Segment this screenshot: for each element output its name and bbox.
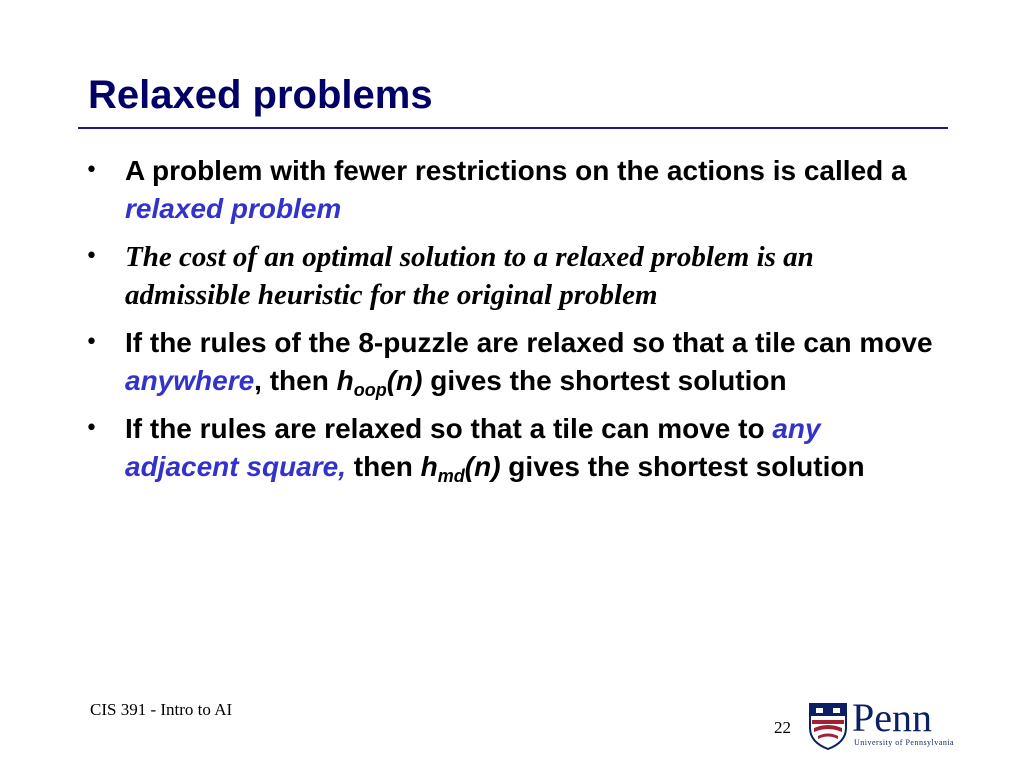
bullet-text-part: then <box>345 451 421 482</box>
bullet-text-part: gives the shortest solution <box>500 451 865 482</box>
penn-subtitle: University of Pennsylvania <box>854 738 955 747</box>
footer-course-label: CIS 391 - Intro to AI <box>90 700 233 719</box>
heuristic-argument: (n) <box>386 365 423 396</box>
highlight-term: any adjacent square, <box>125 413 821 482</box>
bullet-dot-icon: • <box>85 330 98 355</box>
bullet-item <box>85 410 935 486</box>
penn-logo <box>808 695 955 752</box>
bullet-text-part: If the rules of the 8-puzzle are relaxed so that a tile can move <box>125 327 933 358</box>
bullet-dot-icon: • <box>85 244 98 269</box>
penn-wordmark: Penn <box>852 695 932 740</box>
highlight-term: anywhere <box>125 365 255 396</box>
bullet-item <box>85 152 935 228</box>
bullet-dot-icon: • <box>85 416 98 441</box>
heuristic-symbol: h <box>420 451 438 482</box>
heuristic-subscript: oop <box>353 380 387 400</box>
bullet-text-part: , then <box>254 365 337 396</box>
bullet-list <box>85 152 935 496</box>
bullet-item <box>85 324 935 400</box>
bullet-text <box>125 324 935 400</box>
page-number: 22 <box>774 718 791 737</box>
heuristic-argument: (n) <box>464 451 501 482</box>
bullet-text <box>125 410 935 486</box>
bullet-text-part: gives the shortest solution <box>422 365 787 396</box>
slide-title: Relaxed problems <box>88 73 433 117</box>
title-divider <box>78 127 948 129</box>
bullet-text-part: A problem with fewer restrictions on the actions is called a <box>125 155 907 186</box>
highlight-term: relaxed problem <box>125 193 342 224</box>
bullet-text <box>125 152 935 228</box>
bullet-item <box>85 238 935 314</box>
heuristic-symbol: h <box>336 365 354 396</box>
bullet-text: The cost of an optimal solution to a relaxed problem is an admissible heuristic for the original problem <box>125 241 814 311</box>
heuristic-subscript: md <box>437 466 465 486</box>
bullet-text-part: If the rules are relaxed so that a tile can move to <box>125 413 773 444</box>
bullet-dot-icon: • <box>85 158 98 183</box>
penn-shield-icon <box>808 702 848 750</box>
